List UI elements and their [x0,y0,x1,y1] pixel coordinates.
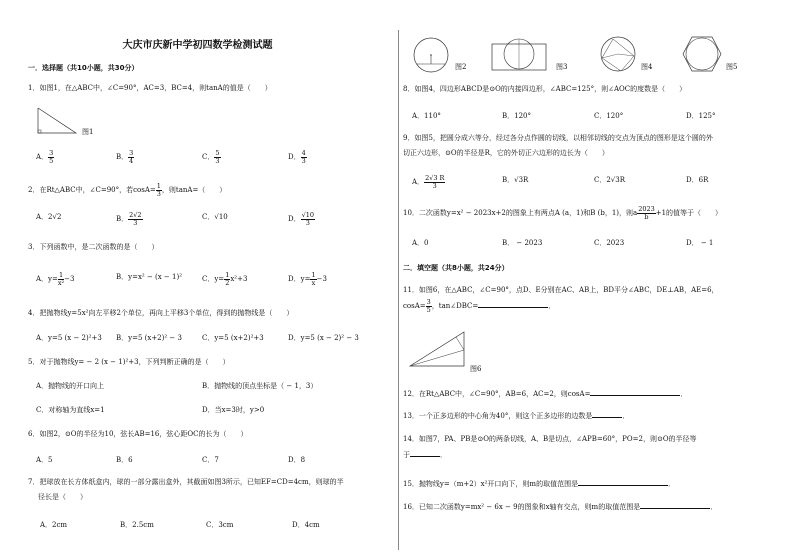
q7-option-d[interactable]: D．4cm [292,521,320,529]
question-2: 2．在Rt△ABC中，∠C=90°，若cosA= $\frac{1}{3}$ ，则tanA=（ ） [28,182,227,198]
q5-options-row1 [36,381,317,391]
q4-option-a[interactable]: A．y=5 (x − 2)²+3 [36,334,102,342]
figure-5-caption: 图5 [726,63,738,71]
q2-option-d[interactable]: D． $\frac{√10}{3}$ [288,211,315,227]
page-title: 大庆市庆新中学初四数学检测试题 [122,40,273,51]
q9-options [412,175,708,189]
question-3: 3．下列函数中，是二次函数的是（ ） [28,243,159,251]
q5-option-b[interactable]: B．抛物线的顶点坐标是（ − 1，3） [202,382,318,390]
question-4: 4．把抛物线y=5x²向左平移2个单位，再向上平移3个单位，得到的抛物线是（ ） [28,309,294,317]
figure-2 [412,36,450,74]
question-7: 7．把球放在长方体纸盒内，球的一部分露出盒外，其截面如图3所示，已知EF=CD=4cm，则球的半 径长是（ ） [28,478,344,502]
q5-option-c[interactable]: C．对称轴为直线x=1 [36,406,105,414]
q8-option-d[interactable]: D．125° [686,112,716,120]
q10-options [412,238,713,248]
q2-option-a[interactable]: A．2√2 [36,213,62,221]
q1-option-d[interactable]: D． $\frac{4}{3}$ [288,149,306,165]
q5-option-a[interactable]: A．抛物线的开口向上 [36,382,105,390]
q10-option-a[interactable]: A．0 [412,239,429,247]
q10-option-b[interactable]: B． − 2023 [502,239,543,247]
question-16: 16．已知二次函数y=mx² − 6x − 9的图象和x轴有交点，则m的取值范围是 ． [403,503,718,511]
question-6: 6．如图2，⊙O的半径为10，弦长AB=16，弦心距OC的长为（ ） [28,430,248,438]
q16-answer-blank[interactable] [640,502,710,509]
figure-4 [597,34,639,74]
q4-option-b[interactable]: B．y=5 (x+2)² − 3 [116,334,182,342]
q1-options [36,150,307,164]
q3-option-d[interactable]: D．y= $\frac{1}{x}$ −3 [288,271,327,287]
question-15: 15．抛物线y=（m+2）x²开口向下，则m的取值范围是 ． [403,480,676,488]
figure-5 [682,34,722,74]
q3-option-b[interactable]: B．y=x² − (x − 1)² [116,273,183,281]
q7-option-b[interactable]: B．2.5cm [120,521,154,529]
question-9: 9．如图5，把圆分成六等分，经过各分点作圆的切线，以相邻切线的交点为顶点的图形是这个圆的外 切正六边形，⊙O的半径是R，它的外切正六边形的边长为（ ） [403,134,713,158]
question-12: 12．在Rt△ABC中，∠C=90°，AB=6，AC=2，则cosA= ． [403,390,688,398]
q9-option-c[interactable]: C．2√3R [594,176,625,184]
q8-option-b[interactable]: B．120° [502,112,532,120]
q8-options [412,111,715,121]
question-10: 10．二次函数y=x² − 2023x+2的图象上有两点A (a，1)和B (b，1)，则a $\frac{2023}{b}$ +1的值等于（ ） [403,205,723,221]
figure-3 [488,36,550,72]
q9-option-d[interactable]: D．6R [686,176,709,184]
q10-option-d[interactable]: D． − 1 [686,239,714,247]
q6-option-d[interactable]: D．8 [288,456,306,464]
q8-option-c[interactable]: C．120° [594,112,624,120]
figure-1 [36,106,78,136]
figure-2-caption: 图2 [455,63,467,71]
question-8: 8．如图4，四边形ABCD是⊙O的内接四边形，∠ABC=125°，则∠AOC的度数是（ ） [403,85,687,93]
q6-option-b[interactable]: B．6 [116,456,133,464]
q5-options-row2 [36,405,264,415]
q3-option-a[interactable]: A．y= $\frac{1}{\text{x²}}$ −3 [36,271,75,287]
question-5: 5．对于抛物线y= − 2 (x − 1)²+3，下列判断正确的是（ ） [28,358,230,366]
q9-option-b[interactable]: B．√3R [502,176,529,184]
q4-option-c[interactable]: C．y=5 (x+2)²+3 [202,334,264,342]
q1-option-c[interactable]: C． $\frac{5}{3}$ [202,149,220,165]
q9-option-a[interactable]: A． $\frac{2√3 R}{3}$ [412,174,445,190]
q7-options [40,520,320,530]
q6-option-c[interactable]: C．7 [202,456,219,464]
q13-answer-blank[interactable] [592,411,622,418]
figure-6 [408,328,470,368]
q7-option-c[interactable]: C．3cm [206,521,234,529]
q2-option-c[interactable]: C．√10 [202,213,228,221]
q12-answer-blank[interactable] [590,389,680,396]
figure-4-caption: 图4 [641,63,653,71]
section-heading-fill: 二．填空题（共8小题，共24分） [403,264,509,272]
q6-option-a[interactable]: A．5 [36,456,53,464]
q14-answer-blank[interactable] [410,450,440,457]
figure-3-caption: 图3 [556,63,568,71]
q1-option-b[interactable]: B． $\frac{3}{4}$ [116,149,134,165]
question-14: 14．如图7，PA、PB是⊙O的两条切线，A、B是切点，∠APB=60°，PO=2，则⊙O的半径等 于 ． [403,435,697,460]
q4-option-d[interactable]: D．y=5 (x − 2)² − 3 [288,334,359,342]
question-13: 13．一个正多边形的中心角为40°，则这个正多边形的边数是 ． [403,412,630,420]
q7-option-a[interactable]: A．2cm [40,521,68,529]
q2-option-b[interactable]: B． $\frac{2√2}{3}$ [116,211,142,227]
figure-6-caption: 图6 [470,365,482,373]
question-1: 1．如图1，在△ABC中，∠C=90°，AC=3，BC=4，则tanA的值是（ ） [28,84,272,92]
q6-options [36,455,305,465]
figure-1-caption: 图1 [82,128,94,136]
q15-answer-blank[interactable] [578,479,668,486]
question-11: 11．如图6，在△ABC，∠C=90°，点D、E分别在AC、AB上，BD平分∠ABC，DE⊥AB，AE=6， cosA= $\frac{3}{5}$ ，tan∠DBC= ． [403,286,719,314]
q10-option-c[interactable]: C．2023 [594,239,625,247]
q1-option-a[interactable]: A． $\frac{3}{5}$ [36,149,54,165]
column-divider [398,30,399,550]
q3-options [36,272,327,286]
q5-option-d[interactable]: D．当x=3时，y>0 [202,406,265,414]
q3-option-c[interactable]: C．y= $\frac{1}{2}$ x²+3 [202,271,248,287]
q2-options [36,212,315,226]
section-heading-choice: 一．选择题（共10小题，共30分） [28,64,139,72]
q11-answer-blank[interactable] [478,301,548,308]
q4-options [36,333,359,343]
q8-option-a[interactable]: A．110° [412,112,441,120]
